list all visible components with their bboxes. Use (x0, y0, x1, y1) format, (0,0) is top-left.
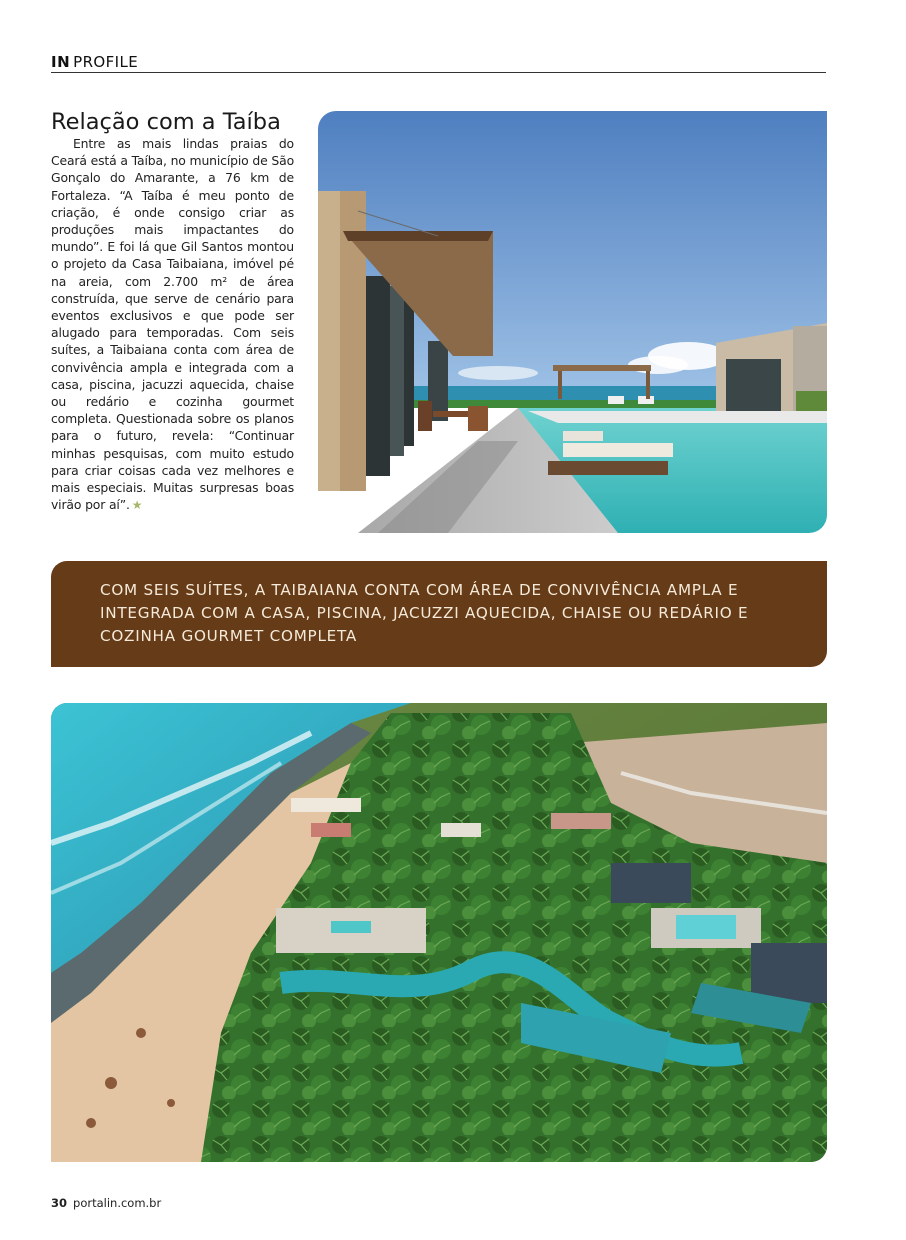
article-body-text: Entre as mais lindas praias do Ceará está a Taíba, no município de São Gonçalo do Amarante, a 76 km de Fortaleza. “A Taíba é meu ponto de criação, é onde consigo criar as produções mais impactantes do mundo”. E foi lá que Gil Santos montou o projeto da Casa Taibaiana, imóvel pé na areia, com 2.700 m² de área construída, que serve de cenário para eventos exclusivos e que pode ser alugado para temporadas. Com seis suítes, a Taibaiana conta com área de convivência ampla e integrada com a casa, piscina, jacuzzi aquecida, chaise ou redário e cozinha gourmet completa. Questionada sobre os planos para o futuro, revela: “Continuar minhas pesquisas, com muito estudo para criar coisas cada vez melhores e mais especiais. Muitas surpresas boas virão por aí”. (51, 136, 294, 513)
site-url: portalin.com.br (73, 1196, 162, 1210)
header-divider (51, 72, 826, 73)
page-footer (51, 1196, 161, 1210)
end-star-icon: ★ (131, 498, 143, 513)
section-header (51, 52, 826, 72)
section-name: PROFILE (73, 53, 139, 71)
pull-quote-box (51, 561, 827, 667)
article-body (51, 135, 294, 514)
section-prefix: IN (51, 53, 71, 71)
aerial-resort-photo (51, 703, 827, 1162)
pull-quote-text: COM SEIS SUÍTES, A TAIBAIANA CONTA COM ÁREA DE CONVIVÊNCIA AMPLA E INTEGRADA COM A CASA, PISCINA, JACUZZI AQUECIDA, CHAISE OU REDÁRIO E COZINHA GOURMET COMPLETA (100, 581, 749, 645)
page-number: 30 (51, 1196, 68, 1210)
villa-pool-photo (318, 111, 827, 533)
article-title: Relação com a Taíba (51, 109, 281, 135)
